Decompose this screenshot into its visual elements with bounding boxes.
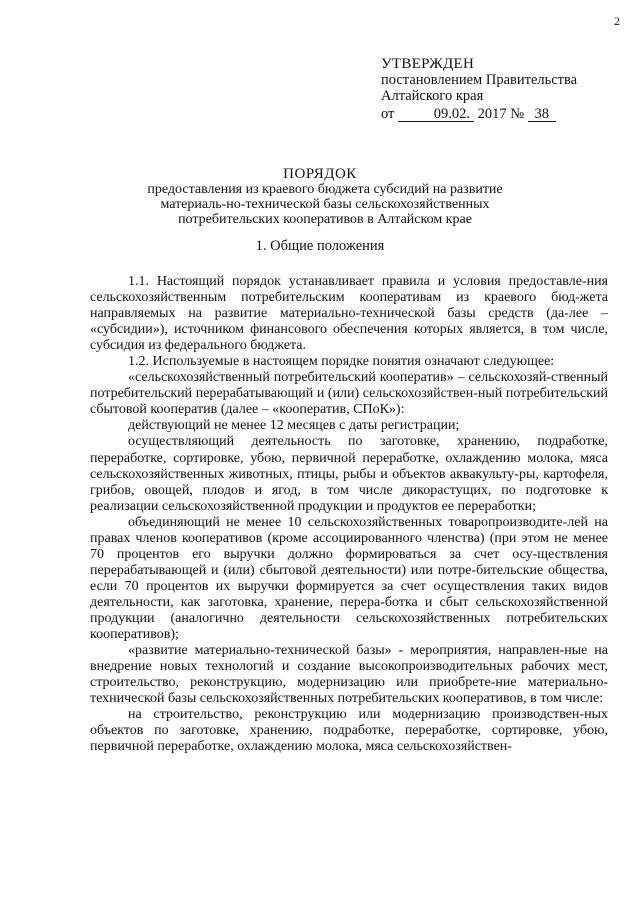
paragraph: «развитие материально-технической базы» - мероприятия, направлен-ные на внедрение новых технологий и создание высокопроизводительных рабочих мест, строительство, реконструкцию, модернизацию или приобрете-ние материально-технической базы сельскохозяйственных потребительских кооперативов, в том числе: [90,643,608,707]
page-number: 2 [614,14,620,28]
paragraph: объединяющий не менее 10 сельскохозяйственных товаропроизводите-лей на правах членов кооперативов (кроме ассоциированного членства) (при этом не менее 70 процентов его выручки должно формироваться за счет осу-ществления перерабатывающей и (или) сбытовой деятельности) или потре-бительские общества, если 70 процентов их выручки формируется за счет осуществления таких видов деятельности, как заготовка, хранение, перера-ботка и сбыт сельскохозяйственной продукции (аналогично деятельности сельскохозяйственных потребительских кооперативов); [90,514,608,643]
approval-line-1: постановлением Правительства [381,72,578,88]
paragraph: осуществляющий деятельность по заготовке, хранению, подработке, переработке, сортировке, убою, первичной переработке, охлаждению молока, мяса сельскохозяйственных животных, птицы, рыбы и объектов аквакульту-ры, картофеля, грибов, овощей, плодов и ягод, в том числе дикорастущих, по подготовке к реализации сельскохозяйственной продукции и продуктов ее переработки; [90,434,608,514]
approval-number-label: № [510,106,525,122]
paragraph: на строительство, реконструкцию или модернизацию производствен-ных объектов по заготовке, хранению, подработке, переработке, сортировке, убою, первичной переработке, охлаждению молока, мяса сельскохозяйствен- [90,707,608,755]
document-body [90,274,608,755]
approval-title: УТВЕРЖДЕН [381,56,475,72]
document-subtitle: предоставления из краевого бюджета субсидий на развитие материаль-но-технической базы сельскохозяйственных потребительских кооперативов в Алтайском крае [147,182,503,227]
paragraph: действующий не менее 12 месяцев с даты регистрации; [128,418,460,434]
paragraph: 1.1. Настоящий порядок устанавливает правила и условия предоставле-ния сельскохозяйственным потребительским кооперативам из краевого бюд-жета направляемых на развитие материально-технической базы средств (да-лее – «субсидии»), источником финансового обеспечения которых является, в том числе, субсидия из федерального бюджета. [90,274,608,354]
approval-stamp [381,56,621,122]
paragraph: «сельскохозяйственный потребительский кооператив» – сельскохозяй-ственный потребительский перерабатывающий и (или) сельскохозяйствен-ный потребительский сбытовой кооператив (далее – «кооператив, СПоК»): [90,370,608,418]
section-heading: 1. Общие положения [255,238,385,254]
approval-line-2: Алтайского края [381,88,484,104]
approval-number: 38 [528,107,556,122]
approval-year: 2017 [477,106,507,122]
approval-date-line [381,106,621,122]
approval-date: 09.02. [398,107,474,122]
paragraph: 1.2. Используемые в настоящем порядке понятия означают следующее: [128,354,555,370]
document-title: ПОРЯДОК [283,166,357,182]
approval-from-label: от [381,106,395,122]
